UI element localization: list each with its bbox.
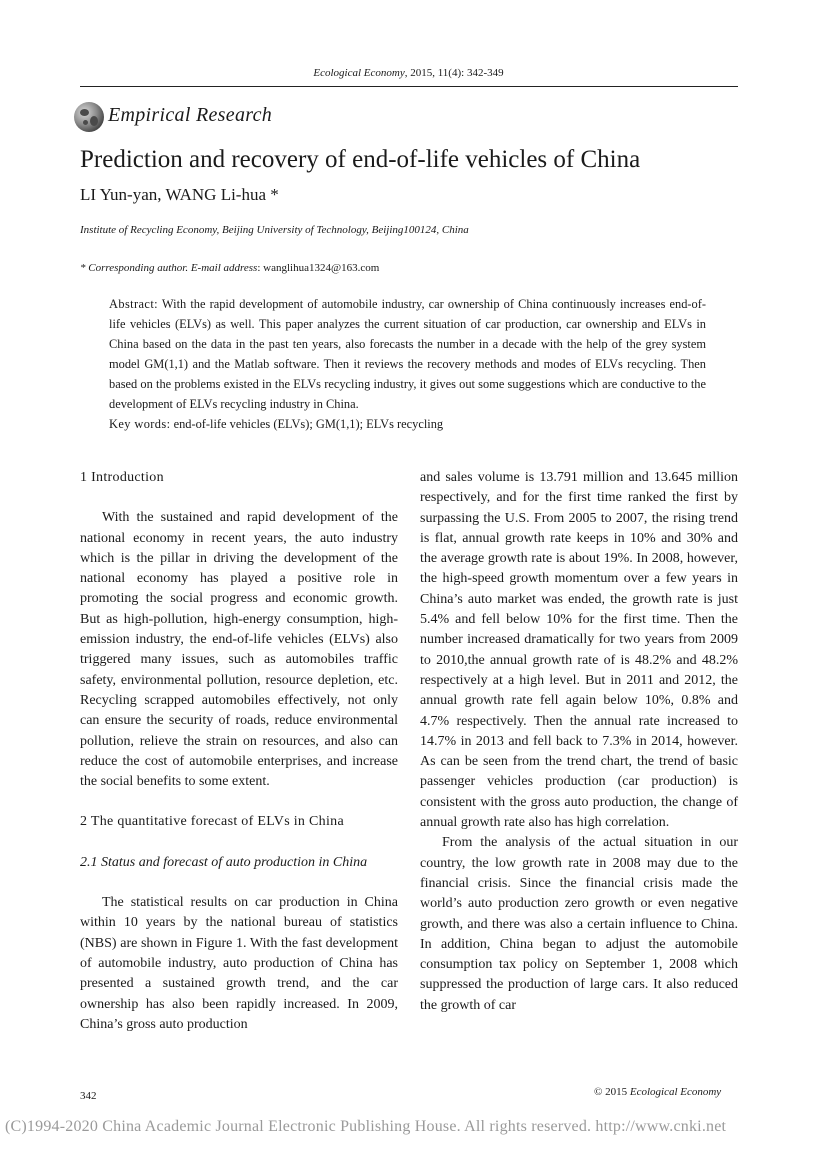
page-number: 342: [80, 1090, 97, 1102]
left-column: [80, 468, 398, 1035]
corresponding-author: [80, 262, 379, 274]
globe-icon: [74, 102, 104, 132]
heading-quantitative-forecast: 2 The quantitative forecast of ELVs in China: [80, 814, 344, 830]
paragraph-growth-trend: and sales volume is 13.791 million and 13.645 million respectively, and for the first time ranked the first by surpassing the U.S. From 2005 to 2007, the rising trend is flat, annual growth rate keeps in 10% and 30% and the average growth rate is about 19%. In 2008, however, the high-speed growth momentum over a few years in China’s auto market was ended, the growth rate is just 5.4% and fell below 10% for the first time. Then the number increased dramatically for two years from 2009 to 2010,the annual growth rate of is 48.2% and 48.2% respectively at a high level. But in 2011 and 2012, the annual growth rate fell again below 10%, 0.8% and 4.7% respectively. Then the annual rate increased to 14.7% in 2013 and fell back to 7.3% in 2014, however. As can be seen from the trend chart, the trend of basic passenger vehicles production (car production) is consistent with the gross auto production, the change of annual growth rate also has high correlation.: [420, 470, 738, 831]
paper-title: Prediction and recovery of end-of-life vehicles of China: [80, 146, 641, 173]
paragraph-statistics: The statistical results on car production in China within 10 years by the national bureau of statistics (NBS) are shown in Figure 1. With the fast development of automobile industry, auto production of China has presented a sustained growth trend, and the car ownership has also been rapidly increased. In 2009, China’s gross auto production: [80, 895, 398, 1032]
header-divider: [80, 86, 738, 87]
abstract: [109, 294, 706, 434]
right-column: [420, 468, 738, 1016]
abstract-text: With the rapid development of automobile industry, car ownership of China continuously increases end-of-life vehicles (ELVs) as well. This paper analyzes the current situation of car production, car ownership and ELVs in China based on the data in the past ten years, also forecasts the number in a decade with the help of the grey system model GM(1,1) and the Matlab software. Then it reviews the recovery methods and modes of ELVs recycling. Then based on the problems existed in the ELVs recycling industry, it gives out some suggestions which are conductive to the development of ELVs recycling industry in China.: [109, 297, 706, 411]
affiliation: Institute of Recycling Economy, Beijing University of Technology, Beijing100124, China: [80, 224, 469, 236]
paragraph-introduction: With the sustained and rapid development of the national economy in recent years, the auto industry which is the pillar in driving the development of the national economy has played a positive role in promoting the social progress and economic growth. But as high-pollution, high-energy consumption, high-emission industry, the end-of-life vehicles (ELVs) also triggered many issues, such as automobiles traffic safety, environmental pollution, resource depletion, etc. Recycling scrapped automobiles effectively, not only can ensure the security of roads, reduce environmental pollution, relieve the strain on resources, and also can reduce the cost of automobile enterprises, and increase the social benefits to some extent.: [80, 510, 398, 790]
abstract-label: Abstract:: [109, 297, 159, 311]
copyright-notice: [594, 1086, 721, 1098]
paragraph-financial-crisis: From the analysis of the actual situation in our country, the low growth rate in 2008 may due to the financial crisis. Since the financial crisis made the world’s auto production zero growth or even negative growth, and there was also a certain influence to China. In addition, China began to adjust the automobile consumption tax policy on September 1, 2008 which suppressed the production of large cars. It also reduced the growth of car: [420, 835, 738, 1013]
corresponding-email: : wanglihua1324@163.com: [257, 262, 380, 274]
copyright-journal: Ecological Economy: [629, 1086, 722, 1098]
subheading-auto-production: 2.1 Status and forecast of auto production in China: [80, 854, 368, 870]
abstract-paragraph: [109, 294, 706, 414]
cnki-watermark: (C)1994-2020 China Academic Journal Electronic Publishing House. All rights reserved. http://www.cnki.net: [5, 1118, 727, 1135]
corresponding-label: * Corresponding author. E-mail address: [80, 262, 258, 274]
keywords-line: [109, 414, 706, 434]
journal-citation: [0, 67, 817, 79]
copyright-prefix: © 2015: [594, 1086, 630, 1098]
keywords-text: end-of-life vehicles (ELVs); GM(1,1); ELVs recycling: [170, 417, 444, 431]
keywords-label: Key words:: [109, 417, 171, 431]
citation-details: , 2015, 11(4): 342-349: [404, 67, 504, 79]
journal-name: Ecological Economy: [313, 67, 405, 79]
heading-introduction: 1 Introduction: [80, 470, 164, 485]
author-list: LI Yun-yan, WANG Li-hua *: [80, 185, 279, 204]
section-label: Empirical Research: [108, 104, 273, 126]
